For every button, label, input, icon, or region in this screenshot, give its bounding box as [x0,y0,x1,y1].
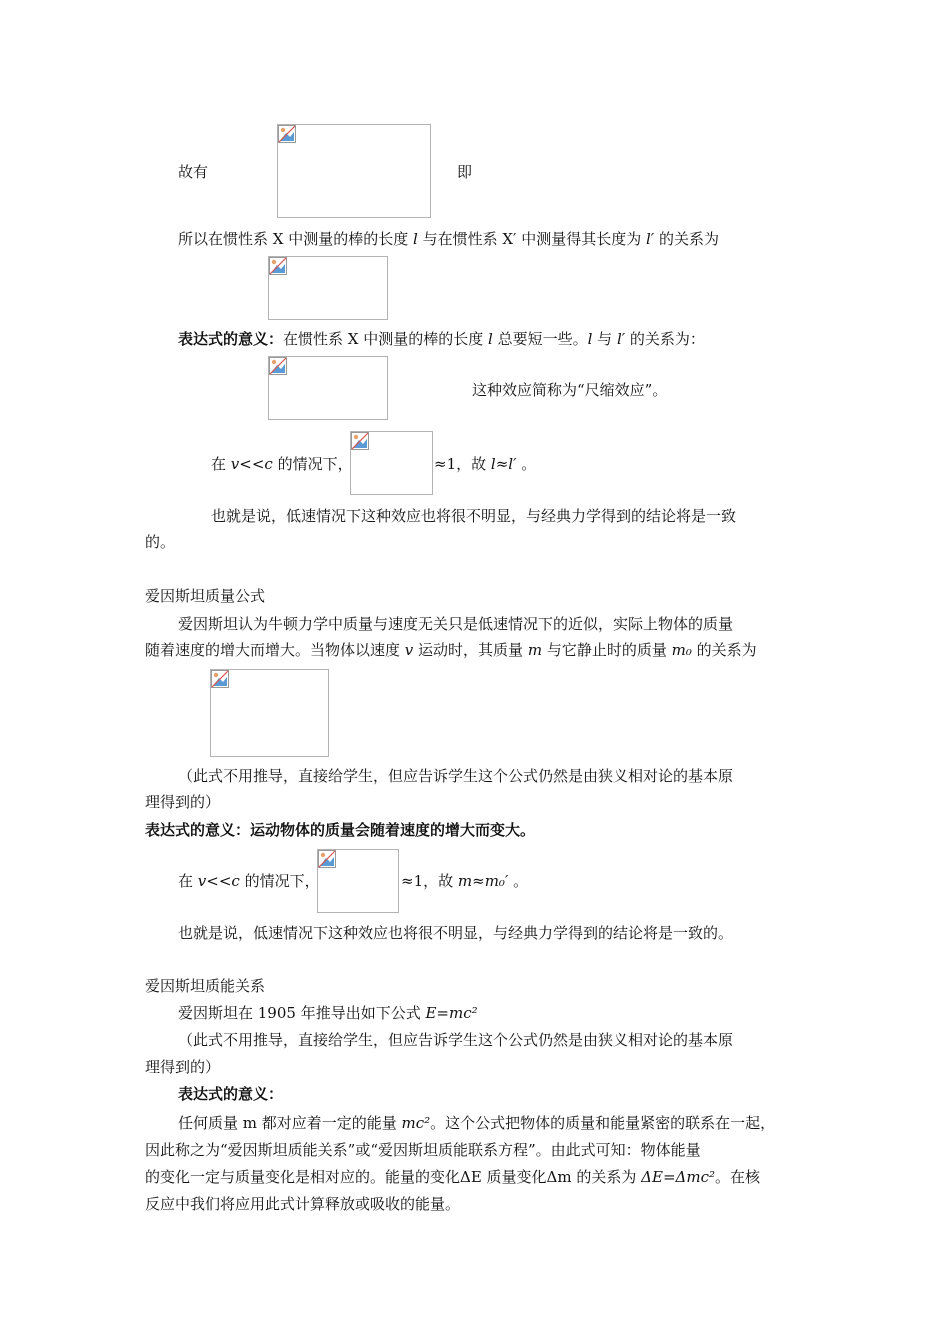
low-speed-condition-2a: 在 v<<c 的情况下， [178,872,320,890]
final-paragraph-line-1: 任何质量 m 都对应着一定的能量 mc²。这个公式把物体的质量和能量紧密的联系在一起， [178,1114,776,1132]
heading-mass-energy: 爱因斯坦质能关系 [145,977,266,995]
gu-you-text: 故有 [178,163,209,181]
meaning-line-3: 表达式的意义： [178,1085,284,1103]
low-speed-condition-2b: ≈1，故 m≈m₀′ 。 [401,872,529,890]
note-2-line-a: （此式不用推导，直接给学生，但应告诉学生这个公式仍然是由狭义相对论的基本原 [178,1031,734,1049]
broken-image-icon [269,257,287,275]
note-2-line-b: 理得到的） [145,1058,221,1076]
broken-image-icon [269,357,287,375]
low-speed-condition-1b: ≈1，故 l≈l′ 。 [434,455,537,473]
note-1-line-a: （此式不用推导，直接给学生，但应告诉学生这个公式仍然是由狭义相对论的基本原 [178,767,734,785]
formula-image-2 [268,256,388,320]
length-contraction-name: 这种效应简称为“尺缩效应”。 [472,381,668,399]
conclusion-1-line-a: 也就是说，低速情况下这种效应也将很不明显，与经典力学得到的结论将是一致 [211,507,737,525]
broken-image-icon [351,432,369,450]
formula-image-1 [277,124,431,218]
energy-formula-line: 爱因斯坦在 1905 年推导出如下公式 E=mc² [178,1004,478,1022]
heading-mass-formula: 爱因斯坦质量公式 [145,587,266,605]
mass-paragraph-line-1: 爱因斯坦认为牛顿力学中质量与速度无关只是低速情况下的近似，实际上物体的质量 [178,615,734,633]
formula-image-5 [210,669,329,757]
broken-image-icon [278,125,296,143]
formula-image-4 [350,431,433,495]
conclusion-2-line: 也就是说，低速情况下这种效应也将很不明显，与经典力学得到的结论将是一致的。 [178,924,734,942]
final-paragraph-line-4: 反应中我们将应用此式计算释放或吸收的能量。 [145,1195,461,1213]
final-paragraph-line-3: 的变化一定与质量变化是相对应的。能量的变化ΔE 质量变化Δm 的关系为 ΔE=Δmc²。在核 [145,1168,760,1186]
conclusion-1-line-b: 的。 [145,533,176,551]
ji-text: 即 [457,163,473,181]
broken-image-icon [318,850,336,868]
formula-image-3 [268,356,388,420]
low-speed-condition-1a: 在 v<<c 的情况下， [211,455,353,473]
note-1-line-b: 理得到的） [145,793,221,811]
meaning-line-2: 表达式的意义：运动物体的质量会随着速度的增大而变大。 [145,821,536,839]
length-relation-line: 所以在惯性系 X 中测量的棒的长度 l 与在惯性系 X′ 中测量得其长度为 l′ 的关系为 [178,230,719,248]
broken-image-icon [211,670,229,688]
meaning-line-1: 表达式的意义：在惯性系 X 中测量的棒的长度 l 总要短一些。l 与 l′ 的关系为： [178,330,705,348]
final-paragraph-line-2: 因此称之为“爱因斯坦质能关系”或“爱因斯坦质能联系方程”。由此式可知：物体能量 [145,1141,701,1159]
formula-image-6 [317,849,399,913]
mass-paragraph-line-2: 随着速度的增大而增大。当物体以速度 v 运动时，其质量 m 与它静止时的质量 m₀ 的关系为 [145,641,757,659]
